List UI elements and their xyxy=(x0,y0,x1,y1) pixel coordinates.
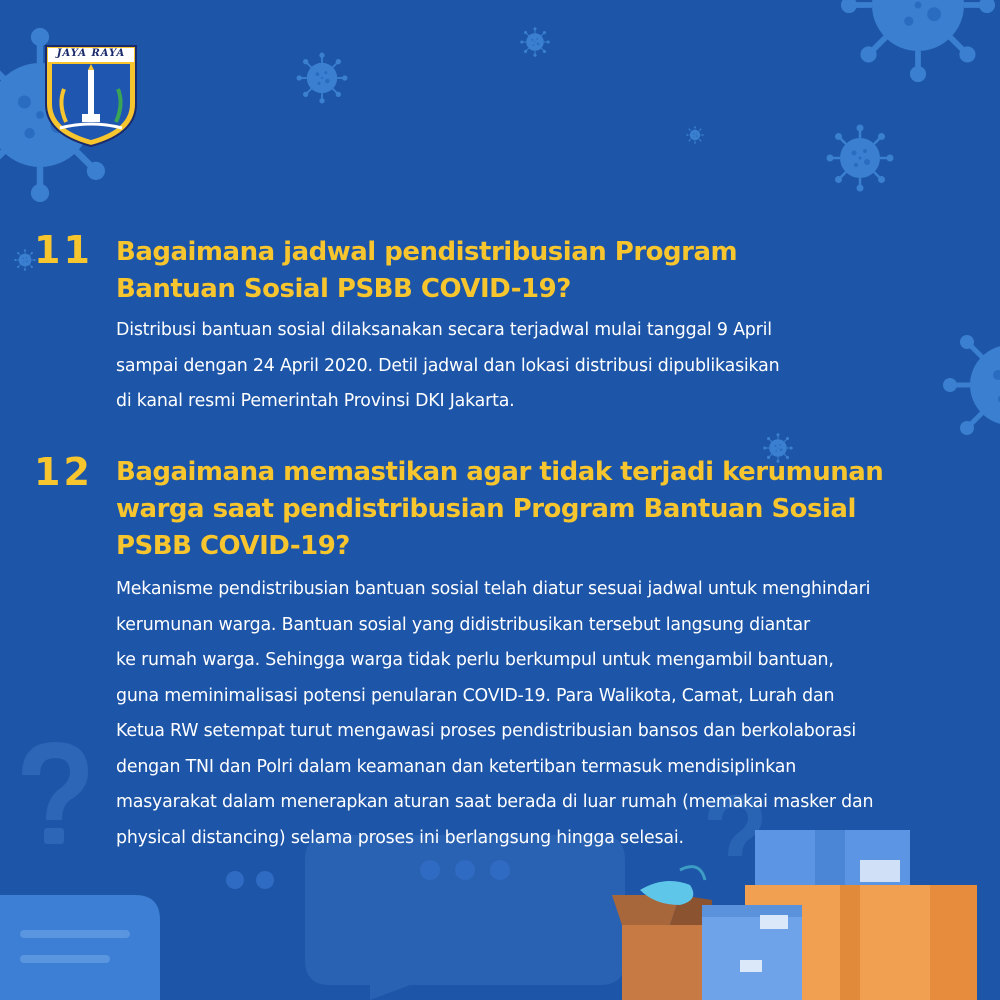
question-title-line: Bantuan Sosial PSBB COVID-19? xyxy=(116,274,571,304)
virus-icon xyxy=(520,27,549,56)
question-number: 12 xyxy=(34,450,93,494)
virus-icon xyxy=(297,53,348,104)
answer-line: masyarakat dalam menerapkan aturan saat berada di luar rumah (memakai masker dan xyxy=(116,792,874,812)
answer-line: guna meminimalisasi potensi penularan COVID-19. Para Walikota, Camat, Lurah dan xyxy=(116,685,835,706)
question-number: 11 xyxy=(34,228,93,272)
answer-line: kerumunan warga. Bantuan sosial yang didistribusikan tersebut langsung diantar xyxy=(116,614,810,635)
question-title-line: Bagaimana jadwal pendistribusian Program xyxy=(116,237,738,267)
virus-icon xyxy=(686,126,703,143)
virus-icon xyxy=(827,125,894,192)
answer-line: dengan TNI dan Polri dalam keamanan dan ketertiban termasuk mendisiplinkan xyxy=(116,756,797,777)
virus-icon xyxy=(841,0,995,82)
question-title xyxy=(116,234,876,308)
question-title-line: PSBB COVID-19? xyxy=(116,531,350,561)
answer-line: Mekanisme pendistribusian bantuan sosial telah diatur sesuai jadwal untuk menghindari xyxy=(116,579,871,599)
answer-line: Ketua RW setempat turut mengawasi proses pendistribusian bansos dan berkolaborasi xyxy=(116,721,856,741)
chat-bubble-icon xyxy=(0,895,160,1000)
answer-text xyxy=(116,572,996,856)
question-title-line: Bagaimana memastikan agar tidak terjadi kerumunan xyxy=(116,457,884,487)
question-title-line: warga saat pendistribusian Program Bantuan Sosial xyxy=(116,494,856,524)
logo-motto: JAYA RAYA xyxy=(56,48,126,59)
question-mark-icon xyxy=(22,742,88,844)
virus-icon xyxy=(14,249,35,270)
question-title xyxy=(116,454,884,565)
jakarta-emblem-logo xyxy=(44,44,138,148)
answer-line: sampai dengan 24 April 2020. Detil jadwal dan lokasi distribusi dipublikasikan xyxy=(116,355,780,376)
answer-text xyxy=(116,313,996,420)
answer-line: physical distancing) selama proses ini berlangsung hingga selesai. xyxy=(116,827,684,848)
answer-line: Distribusi bantuan sosial dilaksanakan secara terjadwal mulai tanggal 9 April xyxy=(116,320,772,340)
answer-line: ke rumah warga. Sehingga warga tidak perlu berkumpul untuk mengambil bantuan, xyxy=(116,650,834,670)
chat-bubble-icon xyxy=(305,835,625,1000)
answer-line: di kanal resmi Pemerintah Provinsi DKI Jakarta. xyxy=(116,391,515,411)
